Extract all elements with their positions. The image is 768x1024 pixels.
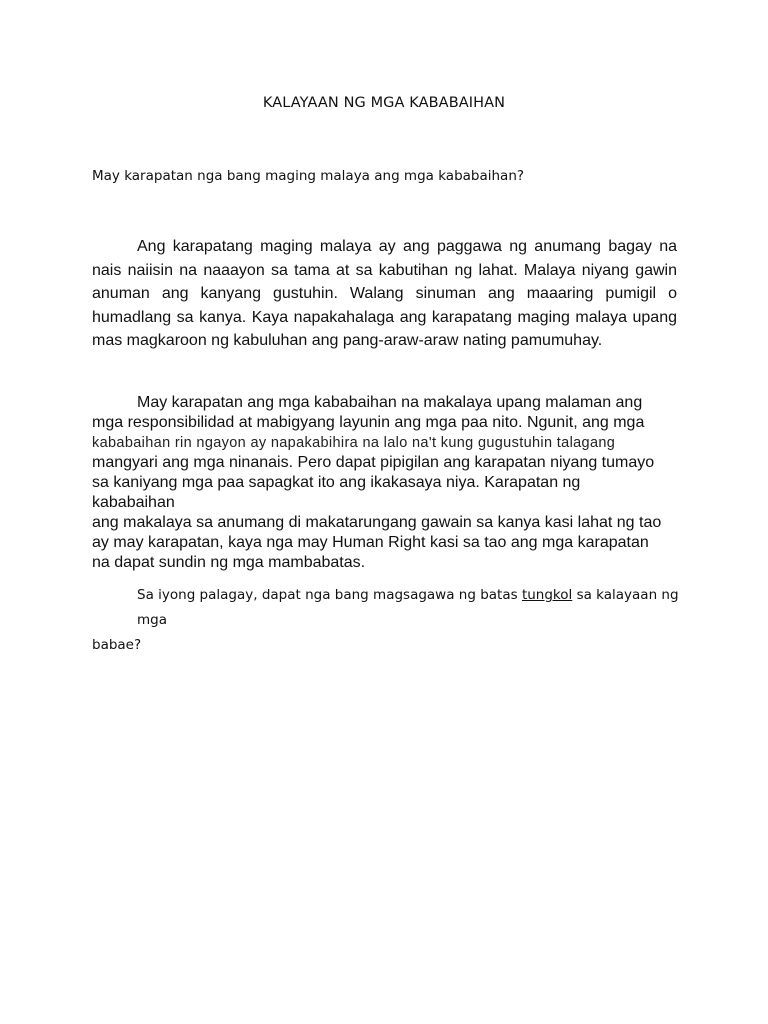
paragraph-2-line: mangyari ang mga ninanais. Pero dapat pipigilan ang karapatan niyang tumayo xyxy=(92,454,655,471)
closing-question-line-1 xyxy=(92,583,692,633)
paragraph-2-line: ay may karapatan, kaya nga may Human Right kasi sa tao ang mga karapatan xyxy=(92,534,649,551)
paragraph-2-line: kababaihan rin ngayon ay napakabihira na lalo na't kung gugustuhin talagang xyxy=(92,435,616,451)
paragraph-2-line: na dapat sundin ng mga mambabatas. xyxy=(92,554,366,571)
document-title: KALAYAAN NG MGA KABABAIHAN xyxy=(262,95,506,111)
paragraph-2-line: ang makalaya sa anumang di makatarungang gawain sa kanya kasi lahat ng tao xyxy=(92,514,662,531)
paragraph-1: Ang karapatang maging malaya ay ang paggawa ng anumang bagay na nais naiisin na naaayon sa tama at sa kabutihan ng lahat. Malaya niyang gawin anuman ang kanyang gustuhin. Walang sinuman ang maaaring pumigil o humadlang sa kanya. Kaya napakahalaga ang karapatang maging malaya upang mas magkaroon ng kabuluhan ang pang-araw-araw nating pamumuhay. xyxy=(92,238,677,349)
closing-question xyxy=(92,583,692,658)
closing-underlined-word: tungkol xyxy=(521,587,573,603)
paragraph-2-line: mga responsibilidad at mabigyang layunin ang mga paa nito. Ngunit, ang mga xyxy=(92,414,645,431)
paragraph-2-line: May karapatan ang mga kababaihan na makalaya upang malaman ang xyxy=(137,394,643,411)
paragraph-2-line: sa kaniyang mga paa sapagkat ito ang ikakasaya niya. Karapatan ng kababaihan xyxy=(92,474,581,511)
closing-text-after: sa kalayaan ng mga xyxy=(137,587,679,628)
paragraph-2 xyxy=(92,393,662,573)
opening-question: May karapatan nga bang maging malaya ang mga kababaihan? xyxy=(92,168,525,184)
closing-text-before: Sa iyong palagay, dapat nga bang magsagawa ng batas xyxy=(137,587,522,603)
closing-question-line-2: babae? xyxy=(92,637,142,653)
